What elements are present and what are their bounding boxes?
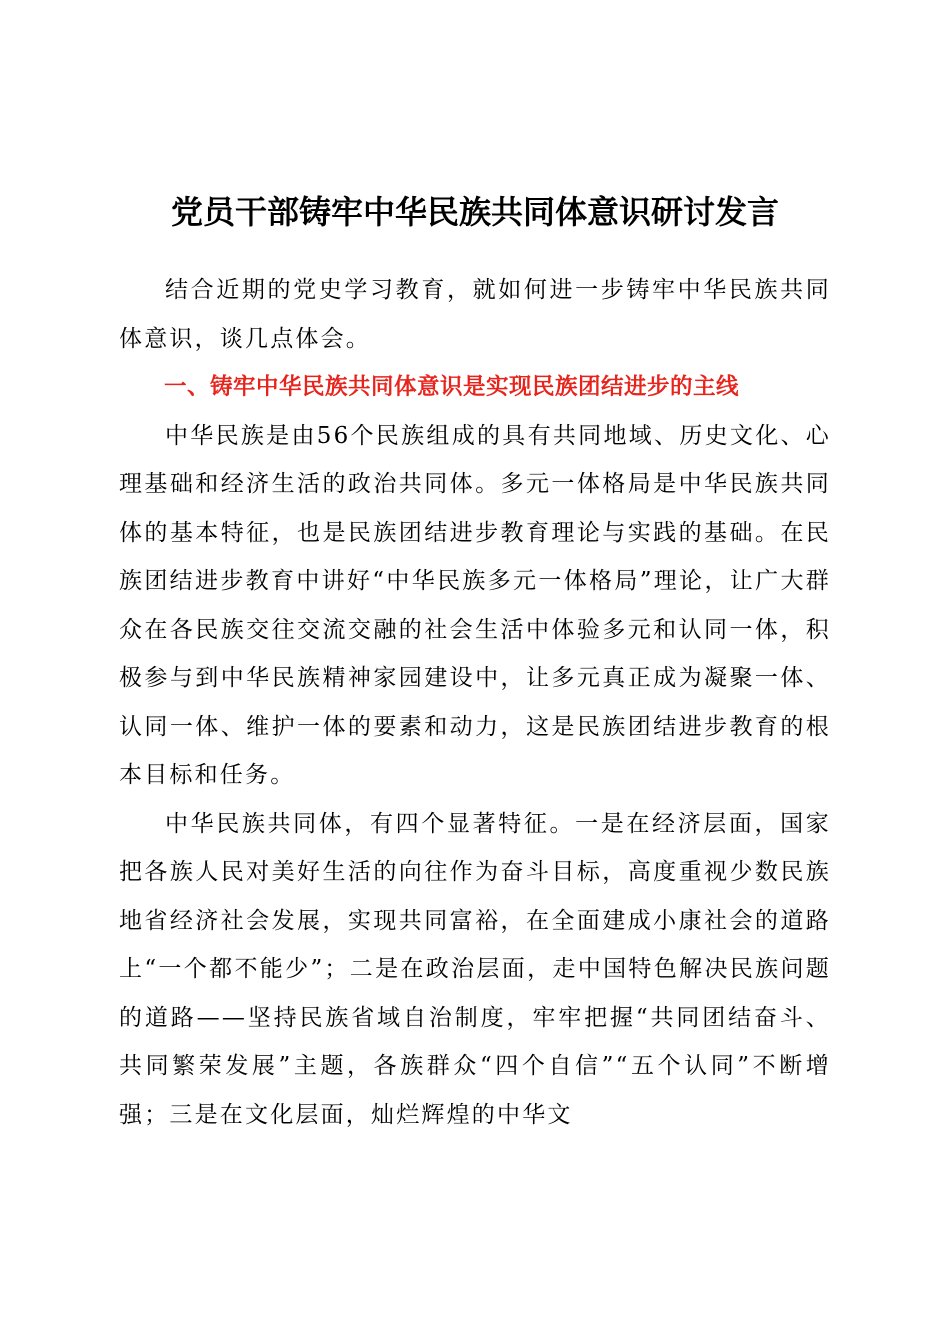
document-body	[119, 266, 831, 1139]
document-title: 党员干部铸牢中华民族共同体意识研讨发言	[170, 193, 779, 231]
paragraph-body-1: 中华民族是由56个民族组成的具有共同地域、历史文化、心理基础和经济生活的政治共同体。多元一体格局是中华民族共同体的基本特征，也是民族团结进步教育理论与实践的基础。在民族团结进步教育中讲好“中华民族多元一体格局”理论，让广大群众在各民族交往交流交融的社会生活中体验多元和认同一体，积极参与到中华民族精神家园建设中，让多元真正成为凝聚一体、认同一体、维护一体的要素和动力，这是民族团结进步教育的根本目标和任务。	[119, 422, 831, 788]
paragraph-body-2: 中华民族共同体，有四个显著特征。一是在经济层面，国家把各族人民对美好生活的向往作为奋斗目标，高度重视少数民族地省经济社会发展，实现共同富裕，在全面建成小康社会的道路上“一个都不能少”；二是在政治层面，走中国特色解决民族问题的道路——坚持民族省域自治制度，牢牢把握“共同团结奋斗、共同繁荣发展”主题，各族群众“四个自信”“五个认同”不断增强；三是在文化层面，灿烂辉煌的中华文	[119, 810, 831, 1128]
section-heading-1: 一、铸牢中华民族共同体意识是实现民族团结进步的主线	[164, 374, 740, 400]
paragraph-intro: 结合近期的党史学习教育，就如何进一步铸牢中华民族共同体意识，谈几点体会。	[119, 277, 831, 352]
